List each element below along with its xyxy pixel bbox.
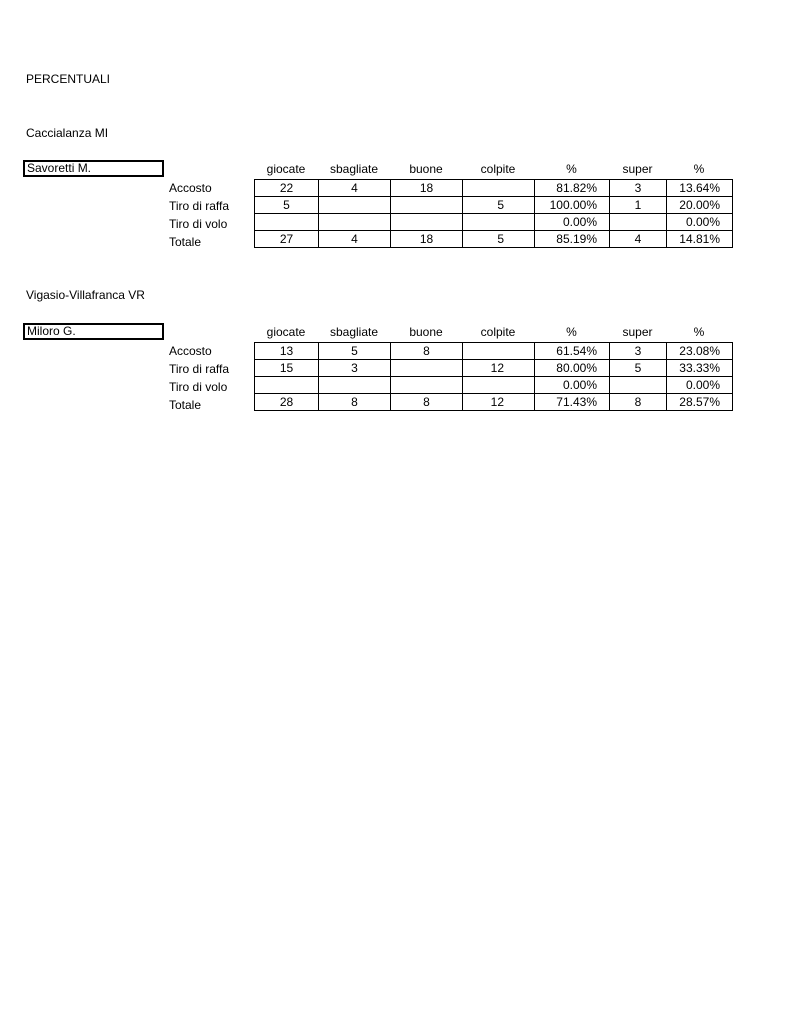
header-giocate: giocate [266,325,306,339]
table-row [255,214,733,231]
stats-table [254,342,733,411]
player-name-box: Savoretti M. [23,160,164,177]
table-cell [255,214,319,231]
table-cell: 0.00% [535,214,610,231]
table-cell: 3 [610,343,667,360]
table-cell [391,377,463,394]
row-label-tiro-di-raffa: Tiro di raffa [169,362,230,376]
table-cell: 5 [255,197,319,214]
table-cell: 23.08% [667,343,733,360]
header-percent: % [566,325,577,339]
table-cell: 20.00% [667,197,733,214]
table-cell: 28 [255,394,319,411]
header-super: super [622,162,653,176]
table-cell: 18 [391,231,463,248]
table-cell: 13.64% [667,180,733,197]
table-cell [610,377,667,394]
stats-table [254,179,733,248]
table-cell: 100.00% [535,197,610,214]
table-row [255,197,733,214]
table-cell: 0.00% [667,377,733,394]
table-cell: 22 [255,180,319,197]
row-label-accosto: Accosto [169,344,212,358]
table-cell [610,214,667,231]
page-title: PERCENTUALI [26,72,111,86]
table-cell: 15 [255,360,319,377]
table-cell: 13 [255,343,319,360]
table-cell: 3 [319,360,391,377]
row-label-totale: Totale [169,235,202,249]
row-label-tiro-di-volo: Tiro di volo [169,380,228,394]
table-cell: 0.00% [535,377,610,394]
table-row [255,180,733,197]
table-cell: 4 [319,180,391,197]
table-cell [391,360,463,377]
header-super-percent: % [693,162,705,176]
header-sbagliate: sbagliate [329,162,379,176]
table-cell: 80.00% [535,360,610,377]
table-cell: 61.54% [535,343,610,360]
table-cell [319,197,391,214]
row-label-tiro-di-raffa: Tiro di raffa [169,199,230,213]
club-name: Vigasio-Villafranca VR [26,288,145,302]
table-cell: 4 [610,231,667,248]
table-cell: 18 [391,180,463,197]
table-row [255,377,733,394]
table-cell [319,377,391,394]
row-label-accosto: Accosto [169,181,212,195]
table-cell: 3 [610,180,667,197]
club-name: Caccialanza MI [26,126,109,140]
table-cell [255,377,319,394]
table-cell: 5 [463,197,535,214]
table-row [255,343,733,360]
header-super-percent: % [693,325,705,339]
table-row [255,231,733,248]
table-cell [463,377,535,394]
table-cell: 8 [319,394,391,411]
table-cell: 85.19% [535,231,610,248]
header-colpite: colpite [480,325,516,339]
table-cell: 5 [319,343,391,360]
table-cell: 4 [319,231,391,248]
header-giocate: giocate [266,162,306,176]
header-buone: buone [409,325,443,339]
table-cell [463,214,535,231]
header-colpite: colpite [480,162,516,176]
table-cell [463,180,535,197]
row-label-tiro-di-volo: Tiro di volo [169,217,228,231]
table-cell: 27 [255,231,319,248]
table-cell: 28.57% [667,394,733,411]
table-cell: 8 [391,394,463,411]
table-cell: 5 [463,231,535,248]
table-cell [463,343,535,360]
header-buone: buone [409,162,443,176]
row-label-totale: Totale [169,398,202,412]
header-super: super [622,325,653,339]
table-cell: 12 [463,360,535,377]
table-cell: 1 [610,197,667,214]
table-cell: 0.00% [667,214,733,231]
table-cell [391,197,463,214]
header-sbagliate: sbagliate [329,325,379,339]
table-cell: 81.82% [535,180,610,197]
header-percent: % [566,162,577,176]
table-row [255,394,733,411]
table-cell: 33.33% [667,360,733,377]
table-cell: 5 [610,360,667,377]
table-cell: 8 [610,394,667,411]
table-row [255,360,733,377]
table-cell: 12 [463,394,535,411]
table-cell: 8 [391,343,463,360]
table-cell: 14.81% [667,231,733,248]
table-cell [391,214,463,231]
player-name-box: Miloro G. [23,323,164,340]
table-cell: 71.43% [535,394,610,411]
table-cell [319,214,391,231]
